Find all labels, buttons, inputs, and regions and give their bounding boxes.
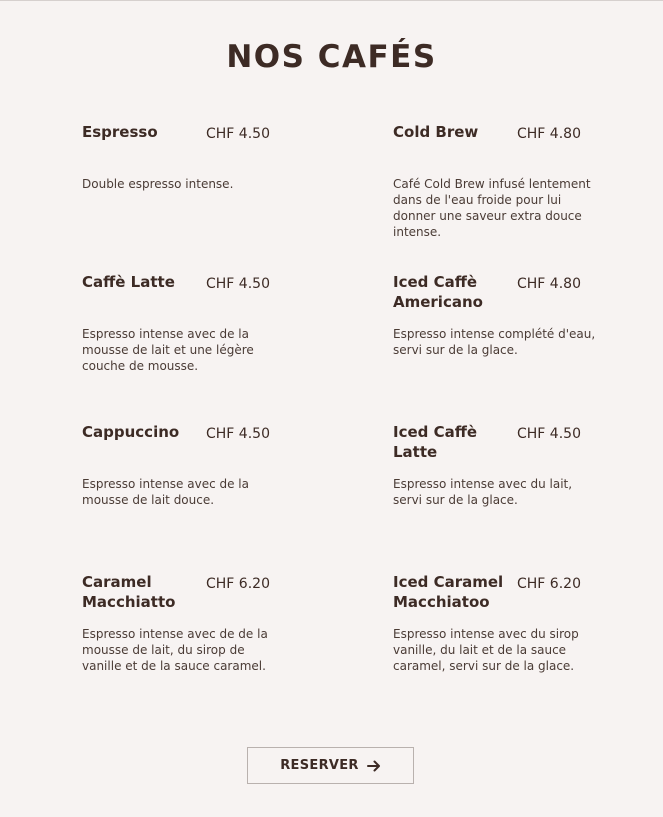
item-name: Caffè Latte: [82, 273, 175, 291]
reserve-button[interactable]: [247, 747, 414, 784]
item-description: Espresso intense avec de de la mousse de lait, du sirop de vanille et de la sauce caramel.: [82, 627, 268, 673]
reserve-button-label: RESERVER: [280, 758, 359, 773]
item-description: Espresso intense avec du sirop vanille, du lait et de la sauce caramel, servi sur de la glace.: [393, 627, 579, 673]
item-price: CHF 6.20: [206, 576, 270, 592]
item-description: Double espresso intense.: [82, 177, 234, 191]
item-name: Iced Caramel Macchiatoo: [393, 573, 504, 611]
item-description: Espresso intense avec de la mousse de lait et une légère couche de mousse.: [82, 327, 254, 373]
item-price: CHF 4.80: [517, 276, 581, 292]
item-price: CHF 4.50: [206, 276, 270, 292]
item-name: Espresso: [82, 123, 158, 141]
item-price: CHF 6.20: [517, 576, 581, 592]
item-name: Iced Caffè Americano: [393, 273, 483, 311]
item-name: Iced Caffè Latte: [393, 423, 478, 461]
item-price: CHF 4.80: [517, 126, 581, 142]
item-name: Caramel Macchiatto: [82, 573, 176, 611]
item-name: Cold Brew: [393, 123, 479, 141]
item-description: Espresso intense avec de la mousse de lait douce.: [82, 477, 249, 507]
item-description: Espresso intense avec du lait, servi sur de la glace.: [393, 477, 573, 507]
item-name: Cappuccino: [82, 423, 180, 441]
item-description: Café Cold Brew infusé lentement dans de l'eau froide pour lui donner une saveur extra douce intense.: [393, 177, 591, 239]
arrow-right-icon: [367, 760, 381, 772]
page-title: NOS CAFÉS: [226, 39, 437, 75]
item-price: CHF 4.50: [517, 426, 581, 442]
item-price: CHF 4.50: [206, 426, 270, 442]
item-description: Espresso intense complété d'eau, servi sur de la glace.: [393, 327, 596, 357]
item-price: CHF 4.50: [206, 126, 270, 142]
